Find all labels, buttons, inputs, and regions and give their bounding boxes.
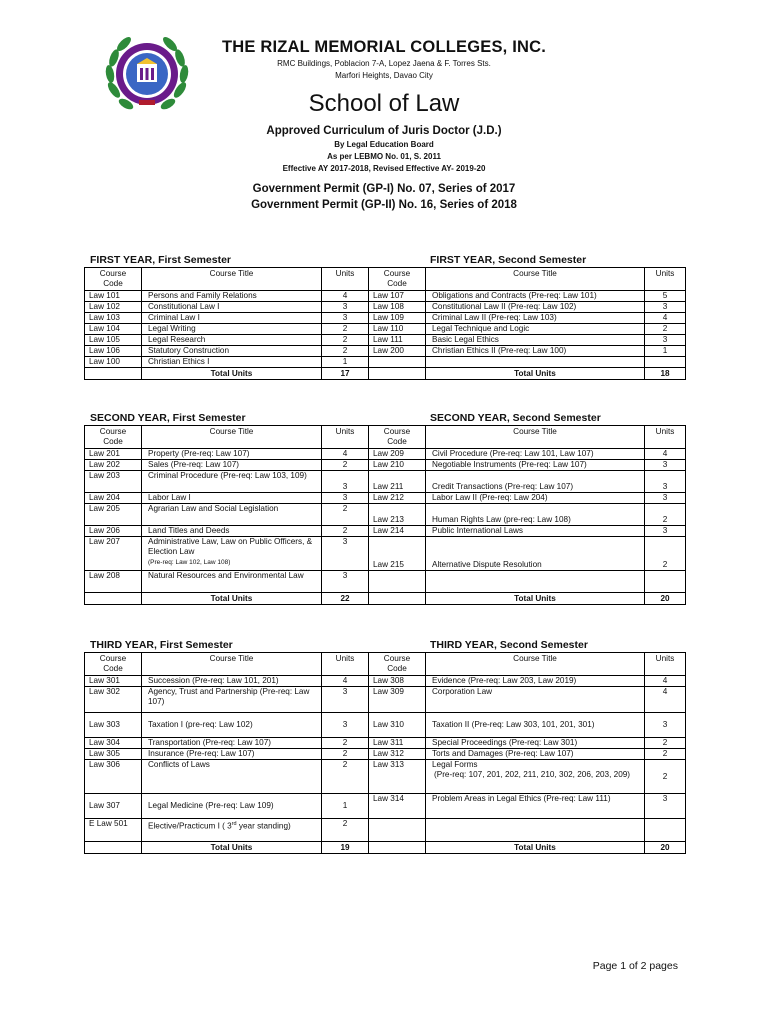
second-year-sem1-label: SECOND YEAR, First Semester xyxy=(90,412,246,424)
column-header-title: Course Title xyxy=(142,268,322,291)
column-header-code: Course Code xyxy=(369,426,426,449)
page-number: Page 1 of 2 pages xyxy=(592,960,678,972)
column-header-title: Course Title xyxy=(142,426,322,449)
column-header-title: Course Title xyxy=(426,426,645,449)
column-header-code: Course Code xyxy=(85,268,142,291)
table-row: Law 103 Criminal Law I 3 Law 109 Criminal Law II (Pre-req: Law 103) 4 xyxy=(85,313,686,324)
approved-by: By Legal Education Board xyxy=(334,140,434,149)
total-units-sem1: 17 xyxy=(322,368,369,380)
table-row: Law 303 Taxation I (pre-req: Law 102) 3 Law 310 Taxation II (Pre-req: Law 303, 101, 201, 301) 3 xyxy=(85,713,686,738)
government-permit-2: Government Permit (GP-II) No. 16, Series of 2018 xyxy=(251,199,517,211)
column-header-units: Units xyxy=(645,653,686,676)
column-header-units: Units xyxy=(645,426,686,449)
table-row: Law 208 Natural Resources and Environmental Law 3 xyxy=(85,571,686,593)
table-row: Law 206 Land Titles and Deeds 2 Law 214 Public International Laws 3 xyxy=(85,526,686,537)
total-label: Total Units xyxy=(426,842,645,854)
table-header-row xyxy=(85,653,686,676)
curriculum-title: Approved Curriculum of Juris Doctor (J.D.) xyxy=(266,125,502,137)
address-line-1: RMC Buildings, Poblacion 7-A, Lopez Jaena & F. Torres Sts. xyxy=(277,59,491,68)
second-year-table xyxy=(84,425,686,605)
total-label: Total Units xyxy=(426,593,645,605)
table-row: Law 102 Constitutional Law I 3 Law 108 Constitutional Law II (Pre-req: Law 102) 3 xyxy=(85,302,686,313)
lebmo-reference: As per LEBMO No. 01, S. 2011 xyxy=(327,152,441,161)
government-permit-1: Government Permit (GP-I) No. 07, Series of 2017 xyxy=(252,183,516,195)
institution-name: THE RIZAL MEMORIAL COLLEGES, INC. xyxy=(221,38,547,56)
column-header-title: Course Title xyxy=(426,268,645,291)
column-header-code: Course Code xyxy=(369,653,426,676)
column-header-code: Course Code xyxy=(85,653,142,676)
table-header-row xyxy=(85,426,686,449)
table-row: Law 104 Legal Writing 2 Law 110 Legal Technique and Logic 2 xyxy=(85,324,686,335)
total-units-sem1: 22 xyxy=(322,593,369,605)
column-header-units: Units xyxy=(322,268,369,291)
school-title: School of Law xyxy=(308,90,460,117)
column-header-code: Course Code xyxy=(369,268,426,291)
table-row: Law 205 Agrarian Law and Social Legislation 2 Law 213 Human Rights Law (pre-req: Law 108) 2 xyxy=(85,504,686,526)
table-row: Law 101 Persons and Family Relations 4 Law 107 Obligations and Contracts (Pre-req: Law 101) 5 xyxy=(85,291,686,302)
effective-years: Effective AY 2017-2018, Revised Effective AY- 2019-20 xyxy=(282,164,486,173)
total-label: Total Units xyxy=(142,593,322,605)
total-units-sem1: 19 xyxy=(322,842,369,854)
total-row xyxy=(85,842,686,854)
third-year-sem2-label: THIRD YEAR, Second Semester xyxy=(430,639,588,651)
table-row: Law 106 Statutory Construction 2 Law 200 Christian Ethics II (Pre-req: Law 100) 1 xyxy=(85,346,686,357)
table-row: Law 105 Legal Research 2 Law 111 Basic Legal Ethics 3 xyxy=(85,335,686,346)
table-row: Law 304 Transportation (Pre-req: Law 107) 2 Law 311 Special Proceedings (Pre-req: Law 301) 2 xyxy=(85,738,686,749)
table-row: E Law 501 Elective/Practicum I ( 3rd year standing) 2 xyxy=(85,819,686,842)
first-year-table xyxy=(84,267,686,380)
table-row: Law 305 Insurance (Pre-req: Law 107) 2 Law 312 Torts and Damages (Pre-req: Law 107) 2 xyxy=(85,749,686,760)
total-label: Total Units xyxy=(142,842,322,854)
table-row: Law 301 Succession (Pre-req: Law 101, 201) 4 Law 308 Evidence (Pre-req: Law 203, Law 2019) 4 xyxy=(85,676,686,687)
table-row: Law 201 Property (Pre-req: Law 107) 4 Law 209 Civil Procedure (Pre-req: Law 101, Law 107) 4 xyxy=(85,449,686,460)
first-year-sem2-label: FIRST YEAR, Second Semester xyxy=(430,254,587,266)
total-row xyxy=(85,593,686,605)
second-year-sem2-label: SECOND YEAR, Second Semester xyxy=(430,412,601,424)
first-year-sem1-label: FIRST YEAR, First Semester xyxy=(90,254,232,266)
table-row: Law 202 Sales (Pre-req: Law 107) 2 Law 210 Negotiable Instruments (Pre-req: Law 107) 3 xyxy=(85,460,686,471)
table-row: Law 207 Administrative Law, Law on Public Officers, & Election Law (Pre-req: Law 102, Law 108) 3 Law 215 Alternative Dispute Resolution 2 xyxy=(85,537,686,571)
table-header-row xyxy=(85,268,686,291)
third-year-table xyxy=(84,652,686,854)
column-header-code: Course Code xyxy=(85,426,142,449)
column-header-units: Units xyxy=(322,426,369,449)
total-row xyxy=(85,368,686,380)
total-label: Total Units xyxy=(142,368,322,380)
column-header-title: Course Title xyxy=(142,653,322,676)
table-row: Law 306 Conflicts of Laws 2 Law 313 Legal Forms (Pre-req: 107, 201, 202, 211, 210, 302, 206, 203, 209) 2 xyxy=(85,760,686,794)
total-units-sem2: 20 xyxy=(645,593,686,605)
column-header-units: Units xyxy=(645,268,686,291)
third-year-sem1-label: THIRD YEAR, First Semester xyxy=(90,639,233,651)
table-row: Law 302 Agency, Trust and Partnership (Pre-req: Law 107) 3 Law 309 Corporation Law 4 xyxy=(85,687,686,713)
table-row: Law 307 Legal Medicine (Pre-req: Law 109) 1 Law 314 Problem Areas in Legal Ethics (Pre-req: Law 111) 3 xyxy=(85,794,686,819)
total-label: Total Units xyxy=(426,368,645,380)
table-row: Law 203 Criminal Procedure (Pre-req: Law 103, 109) 3 Law 211 Credit Transactions (Pre-req: Law 107) 3 xyxy=(85,471,686,493)
table-row: Law 204 Labor Law I 3 Law 212 Labor Law II (Pre-req: Law 204) 3 xyxy=(85,493,686,504)
column-header-units: Units xyxy=(322,653,369,676)
total-units-sem2: 18 xyxy=(645,368,686,380)
total-units-sem2: 20 xyxy=(645,842,686,854)
address-line-2: Marfori Heights, Davao City xyxy=(335,71,433,80)
column-header-title: Course Title xyxy=(426,653,645,676)
table-row: Law 100 Christian Ethics I 1 xyxy=(85,357,686,368)
